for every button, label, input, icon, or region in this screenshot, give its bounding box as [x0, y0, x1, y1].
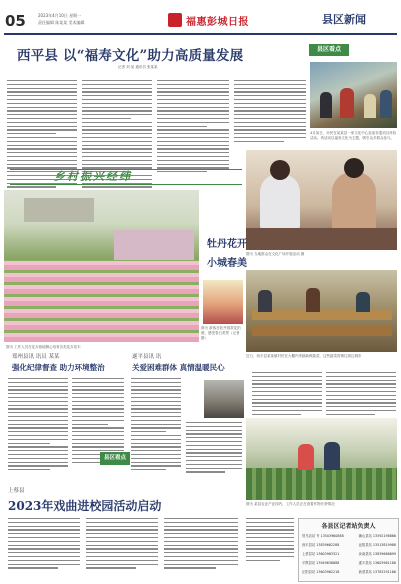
corner-badge-label: 县区看点 — [316, 46, 341, 53]
left-article-kicker: 郑州县讯 讯员 某某 — [12, 354, 60, 360]
caption-bottom-right: 图为 某县农业产业园内，工作人员正在查看作物长势情况 — [246, 502, 335, 506]
rural-banner-title: 乡村振兴经纬 — [54, 170, 132, 183]
bottom-article-col-1 — [8, 518, 80, 571]
main-article-col-4 — [234, 80, 306, 145]
mid-article-title: 关爱困难群体 真情温暖民心 — [132, 363, 225, 372]
masthead-editor: 责任编辑 陈某某 美术编辑 — [38, 20, 85, 25]
bottom-article-kicker: 上蔡县 — [8, 488, 25, 494]
mid-article-kicker: 遂平县讯 讯 — [132, 354, 162, 360]
paper-name: 福惠彭城日报 — [186, 17, 249, 28]
masthead-rule — [4, 33, 397, 35]
main-byline: 记者 刘 某 通讯员 张某某 — [118, 65, 158, 69]
masthead — [0, 0, 401, 36]
masthead-date: 2023年4月10日 星期一 — [38, 13, 82, 18]
paper-logo-emblem — [168, 13, 182, 27]
mid-article-col-1 — [131, 378, 181, 473]
contact-row: 上蔡县站 13603963321 — [302, 552, 340, 556]
contact-row: 新蔡县站 13783291166 — [358, 570, 396, 574]
mid-badge-label: 县区看点 — [103, 455, 126, 461]
flower-story-title-2: 小城春美 — [207, 258, 247, 269]
mid-article-col-2 — [186, 422, 242, 475]
photo-mid-article — [204, 380, 244, 418]
article-right-text-2 — [326, 372, 396, 418]
photo-flower-stall — [203, 280, 243, 324]
photo-flower-field — [4, 190, 199, 342]
contact-box — [298, 518, 399, 582]
page-number: 05 — [5, 12, 26, 30]
caption-lower-right: 近日，西平县某某镇村民在大棚内采摘新鲜蔬菜，这些蔬菜将销往周边城市 — [246, 354, 362, 358]
caption-mid-right: 图为 当地群众在文化广场开展活动 摄 — [246, 252, 305, 256]
left-article-title: 强化纪律督查 助力环境整治 — [12, 363, 105, 372]
photo-mid-right — [246, 150, 397, 250]
photo-lower-right — [246, 270, 397, 352]
rural-banner — [10, 166, 242, 186]
caption-flower-2: 图为 工作人员在花卉基地精心培育各类花卉苗木 — [6, 345, 81, 349]
contact-row: 遂平县站 13603961188 — [358, 561, 396, 565]
contact-row: 汝南县站 13839666699 — [358, 552, 396, 556]
bottom-article-title: 2023年戏曲进校园活动启动 — [8, 499, 162, 513]
bottom-article-col-2 — [86, 518, 158, 571]
photo-bottom-right — [246, 418, 397, 500]
contact-list — [302, 532, 396, 577]
contact-box-title: 各县区记者站负责人 — [321, 523, 376, 530]
main-article-col-3 — [157, 80, 229, 175]
contact-row: 西平县站 13839662288 — [302, 543, 340, 547]
article-right-text — [252, 372, 322, 418]
left-article-col-1 — [8, 378, 68, 473]
mid-badge — [100, 452, 130, 465]
contact-row: 驻马店站 号 13503960888 — [302, 534, 344, 538]
caption-top-right: 4月某日，市民在某某县一家文化中心参加非遗项目体验活动。该活动以福寿文化为主题，吸引众多群众参与。 — [310, 131, 397, 140]
contact-row: 确山县站 13592198866 — [358, 534, 396, 538]
contact-row: 泌阳县站 13513819988 — [358, 543, 396, 547]
bottom-article-col-4 — [246, 518, 294, 564]
bottom-article-col-3 — [164, 518, 238, 571]
contact-row: 平舆县站 13949636688 — [302, 561, 340, 565]
main-headline: 西平县 以“福寿文化”助力高质量发展 — [17, 48, 244, 64]
contact-row: 正阳县站 13603962218 — [302, 570, 340, 574]
flower-story-title-1: 牡丹花开 — [207, 239, 247, 250]
photo-top-right — [310, 62, 397, 128]
caption-flower-1: 图为 游客在牡丹园赏花拍照，感受春日美景（记者 摄） — [201, 326, 241, 340]
corner-badge — [309, 44, 349, 56]
section-name: 县区新闻 — [322, 13, 366, 26]
